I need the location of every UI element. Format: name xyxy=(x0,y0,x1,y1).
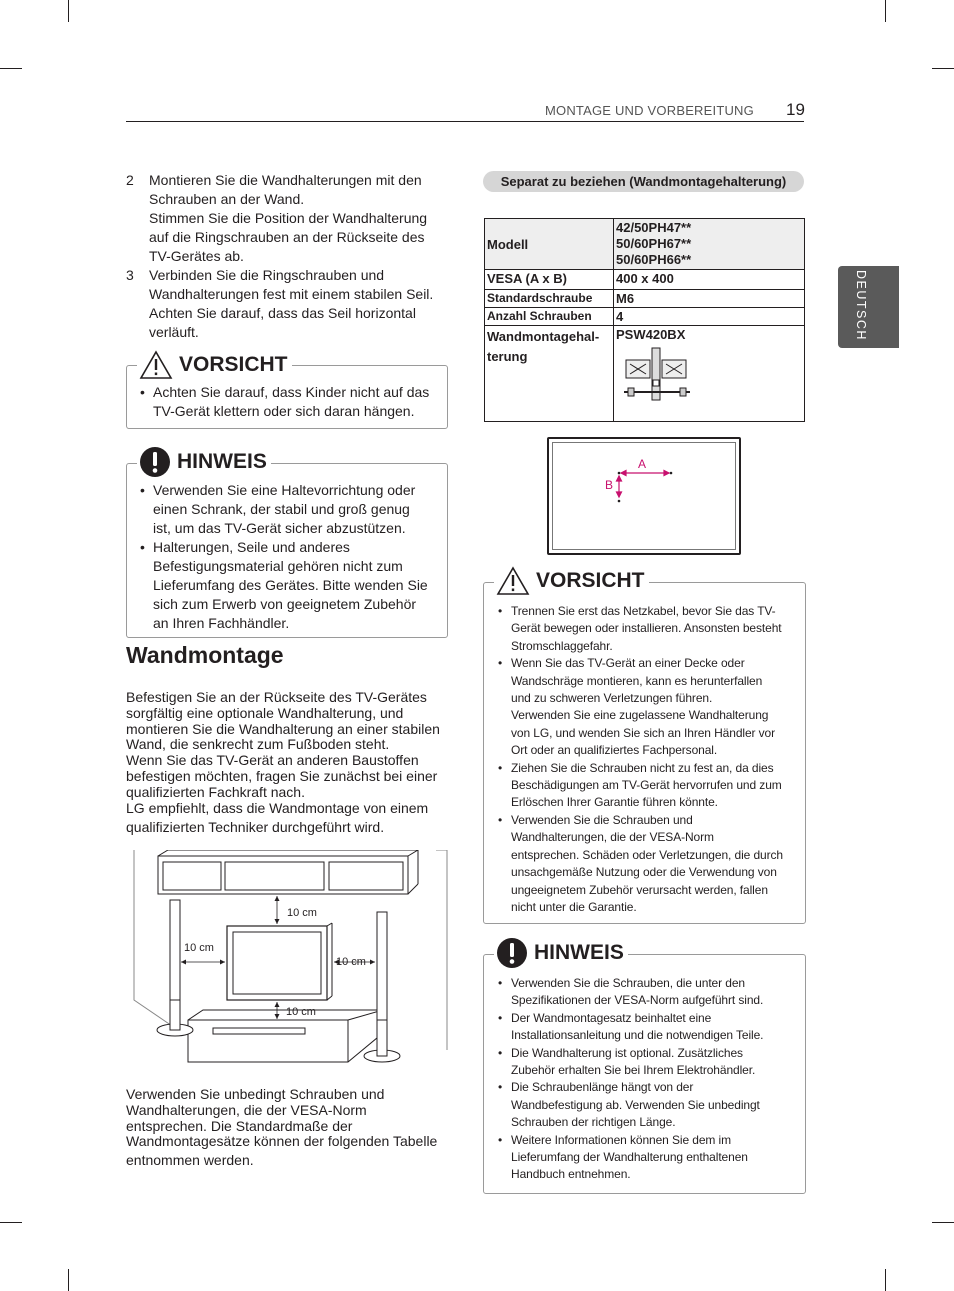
model-name: 50/60PH67** xyxy=(616,236,692,251)
model-name: 50/60PH66** xyxy=(616,252,692,267)
text-line: Befestigungsmaterial gehören nicht zum xyxy=(153,558,403,574)
clearance-bottom-label: 10 cm xyxy=(286,1006,316,1018)
text-line: Ort oder an qualifiziertes Fachpersonal. xyxy=(511,743,718,758)
text-line: Achten Sie darauf, dass das Seil horizontal xyxy=(149,305,416,321)
text-line: verläuft. xyxy=(149,324,199,340)
running-header: MONTAGE UND VORBEREITUNG xyxy=(545,103,754,118)
page-number: 19 xyxy=(786,100,805,119)
intro-paragraph xyxy=(126,690,450,816)
vesa-b-label: B xyxy=(605,478,614,492)
text-line: entsprechen. Schäden oder Verletzungen, die durch xyxy=(511,847,783,862)
list-item xyxy=(498,812,798,916)
text-line: Spezifikationen der VESA-Norm aufgeführt sind. xyxy=(511,993,764,1008)
note-list xyxy=(498,975,798,1184)
text-line: an Ihren Fachhändler. xyxy=(153,615,290,631)
table-row xyxy=(485,326,805,422)
crop-mark xyxy=(932,68,954,69)
text-line: Wandmontagesätze können der folgenden Tabelle xyxy=(126,1133,438,1150)
step-number: 3 xyxy=(126,267,134,283)
list-item xyxy=(498,760,798,812)
text-line: • Wenn Sie das TV-Gerät an einer Decke oder xyxy=(511,656,745,671)
text-line: Installationsanleitung und die notwendigen Teile. xyxy=(511,1028,764,1043)
intro-last-line: qualifizierten Techniker durchgeführt wird. xyxy=(126,819,385,835)
crop-mark xyxy=(885,0,886,22)
text-line: Wandhalterungen, die der VESA-Norm xyxy=(126,1101,367,1118)
text-line: und zu schweren Verletzungen führen. xyxy=(511,691,713,706)
list-item xyxy=(140,538,440,633)
spec-table xyxy=(484,218,805,422)
table-cell xyxy=(614,326,805,422)
note-box-left xyxy=(126,463,448,638)
model-name: 42/50PH47** xyxy=(616,220,692,235)
list-item xyxy=(498,655,798,759)
text-line: LG empfiehlt, dass die Wandmontage von einem xyxy=(126,799,429,816)
text-line: entsprechen. Die Standardmaße der xyxy=(126,1117,353,1134)
exclamation-circle-icon xyxy=(496,937,528,969)
table-row xyxy=(485,219,805,270)
text-line: Erlöschen Ihrer Garantie führen könnte. xyxy=(511,795,718,810)
list-item xyxy=(498,1010,798,1045)
list-item xyxy=(140,383,440,421)
text-line: • Verwenden Sie die Schrauben, die unter den xyxy=(511,976,745,990)
note-box-right xyxy=(483,954,806,1194)
text-line: Lieferumfang des Gerätes. Bitte wenden Sie xyxy=(153,577,428,593)
text-line: qualifizierten Fachkraft nach. xyxy=(126,783,305,800)
table-cell: M6 xyxy=(614,290,805,308)
text-line: einen Schrank, der stabil und groß genug xyxy=(153,501,410,517)
note-title-left xyxy=(137,446,271,478)
warning-triangle-icon xyxy=(496,566,530,596)
list-item xyxy=(498,1079,798,1131)
clearance-top-label: 10 cm xyxy=(287,907,317,919)
crop-mark xyxy=(68,0,69,22)
outro-last-line: entnommen werden. xyxy=(126,1152,254,1168)
clearance-left-label: 10 cm xyxy=(184,942,214,954)
header-rule xyxy=(126,121,804,122)
text-line: TV-Gerätes ab. xyxy=(149,248,244,264)
caution-title-right xyxy=(494,566,649,596)
section-heading: Wandmontage xyxy=(126,642,284,668)
list-item xyxy=(140,481,440,538)
step-number: 2 xyxy=(126,172,134,188)
text-line: montieren Sie die Wandhalterung an einer stabilen xyxy=(126,720,440,737)
text-line: • Der Wandmontagesatz beinhaltet eine xyxy=(511,1010,712,1025)
table-cell: Anzahl Schrauben xyxy=(485,308,614,326)
text-line: Gerät bewegen oder installieren. Ansonsten besteht xyxy=(511,621,782,636)
separately-available-badge: Separat zu beziehen (Wandmontagehalterung) xyxy=(483,171,804,192)
text-line: • Achten Sie darauf, dass Kinder nicht auf das xyxy=(153,384,430,400)
warning-triangle-icon xyxy=(139,350,173,380)
text-line: von LG, und wenden Sie sich an Ihren Händler vor xyxy=(511,725,776,740)
clearance-illustration xyxy=(133,850,449,1068)
table-cell: 4 xyxy=(614,308,805,326)
list-item xyxy=(498,975,798,1010)
text-line: Verwenden Sie unbedingt Schrauben und xyxy=(126,1086,385,1102)
text-line: Handbuch entnehmen. xyxy=(511,1167,631,1182)
text-line: • Trennen Sie erst das Netzkabel, bevor Sie das TV- xyxy=(511,604,776,618)
text-line: • Verwenden Sie eine Haltevorrichtung oder xyxy=(153,482,416,498)
list-item xyxy=(498,603,798,655)
text-line: unsachgemäße Nutzung oder die Verwendung von xyxy=(511,865,777,880)
text-line: Wandschräge montieren, kann es herunterfallen xyxy=(511,673,763,688)
text-line: Lieferumfang der Wandhalterung enthaltenen xyxy=(511,1150,748,1165)
text-line: Schrauben der richtigen Länge. xyxy=(511,1115,676,1130)
table-cell xyxy=(485,326,614,422)
table-row xyxy=(485,290,805,308)
caution-title-text: VORSICHT xyxy=(179,353,288,376)
text-line: • Die Wandhalterung ist optional. Zusätzliches xyxy=(511,1045,743,1060)
text-line: Stromschlaggefahr. xyxy=(511,638,613,653)
list-item xyxy=(498,1045,798,1080)
crop-mark xyxy=(0,1222,22,1223)
table-cell: VESA (A x B) xyxy=(485,270,614,290)
note-title-right xyxy=(494,937,628,969)
caution-box-right xyxy=(483,582,806,924)
text-line: Verwenden Sie eine zugelassene Wandhalterung xyxy=(511,708,769,723)
vesa-diagram xyxy=(547,437,741,555)
text-line: • Halterungen, Seile und anderes xyxy=(153,539,350,555)
bracket-model: PSW420BX xyxy=(616,327,686,342)
text-line: sich zum Erwerb von geeignetem Zubehör xyxy=(153,596,417,612)
step-list xyxy=(126,171,446,342)
step-item xyxy=(126,171,446,266)
text-line: sorgfältig eine optionale Wandhalterung, und xyxy=(126,704,404,721)
text-line: befestigen möchten, fragen Sie zunächst bei einer xyxy=(126,767,438,784)
table-cell: Standardschraube xyxy=(485,290,614,308)
text-line: auf die Ringschrauben an der Rückseite des xyxy=(149,229,425,245)
crop-mark xyxy=(932,1222,954,1223)
table-cell: 400 x 400 xyxy=(614,270,805,290)
text-line: • Weitere Informationen können Sie dem im xyxy=(511,1132,731,1147)
vesa-a-label: A xyxy=(638,457,647,471)
text-line: Wandhalterungen, die der VESA-Norm xyxy=(511,830,714,845)
note-list xyxy=(140,481,440,633)
note-title-text: HINWEIS xyxy=(534,941,624,964)
language-tab-label: DEUTSCH xyxy=(854,270,868,341)
exclamation-circle-icon xyxy=(139,446,171,478)
caution-title-left xyxy=(137,350,292,380)
text-line: Stimmen Sie die Position der Wandhalterung xyxy=(149,210,428,226)
caution-list xyxy=(498,603,798,916)
caution-list xyxy=(140,383,440,421)
text-line: Verbinden Sie die Ringschrauben und xyxy=(149,267,385,283)
language-tab xyxy=(838,266,899,348)
text-line: • Verwenden Sie die Schrauben und xyxy=(511,812,693,827)
wall-bracket-icon xyxy=(622,346,692,406)
text-line: • Die Schraubenlänge hängt von der xyxy=(511,1080,694,1095)
clearance-right-label: 10 cm xyxy=(336,956,366,968)
text-line: Montieren Sie die Wandhalterungen mit den xyxy=(149,172,422,188)
text-line: nicht unter die Garantie. xyxy=(511,899,637,914)
text-line: Zubehör erhalten Sie bei Ihrem Elektrohändler. xyxy=(511,1063,756,1078)
text-line: Befestigen Sie an der Rückseite des TV-Gerätes xyxy=(126,689,427,705)
text-line: • Ziehen Sie die Schrauben nicht zu fest an, da dies xyxy=(511,760,774,775)
table-row xyxy=(485,270,805,290)
text-line: Wandhalterungen fest mit einem stabilen Seil. xyxy=(149,286,434,302)
text-line: Wand, die senkrecht zum Fußboden steht. xyxy=(126,736,390,753)
table-cell xyxy=(614,219,805,270)
crop-mark xyxy=(885,1269,886,1291)
table-row xyxy=(485,308,805,326)
text-line: ist, um das TV-Gerät sicher abzustützen. xyxy=(153,520,406,536)
crop-mark xyxy=(68,1269,69,1291)
text-line: TV-Gerät klettern oder sich daran hängen. xyxy=(153,403,415,419)
outro-paragraph xyxy=(126,1087,450,1150)
step-item xyxy=(126,266,446,342)
list-item xyxy=(498,1132,798,1184)
bracket-label: terung xyxy=(487,349,528,364)
table-cell: Modell xyxy=(485,219,614,270)
caution-title-text: VORSICHT xyxy=(536,569,645,592)
text-line: Wenn Sie das TV-Gerät an anderen Baustoffen xyxy=(126,752,419,769)
text-line: Schrauben an der Wand. xyxy=(149,191,305,207)
note-title-text: HINWEIS xyxy=(177,450,267,473)
text-line: Wandbefestigung ab. Verwenden Sie unbedingt xyxy=(511,1097,760,1112)
crop-mark xyxy=(0,68,22,69)
text-line: ungeeignetem Zubehör verursacht werden, fallen xyxy=(511,882,768,897)
text-line: Beschädigungen am TV-Gerät hervorrufen und zum xyxy=(511,778,782,793)
bracket-label: Wandmontagehal- xyxy=(487,329,600,344)
